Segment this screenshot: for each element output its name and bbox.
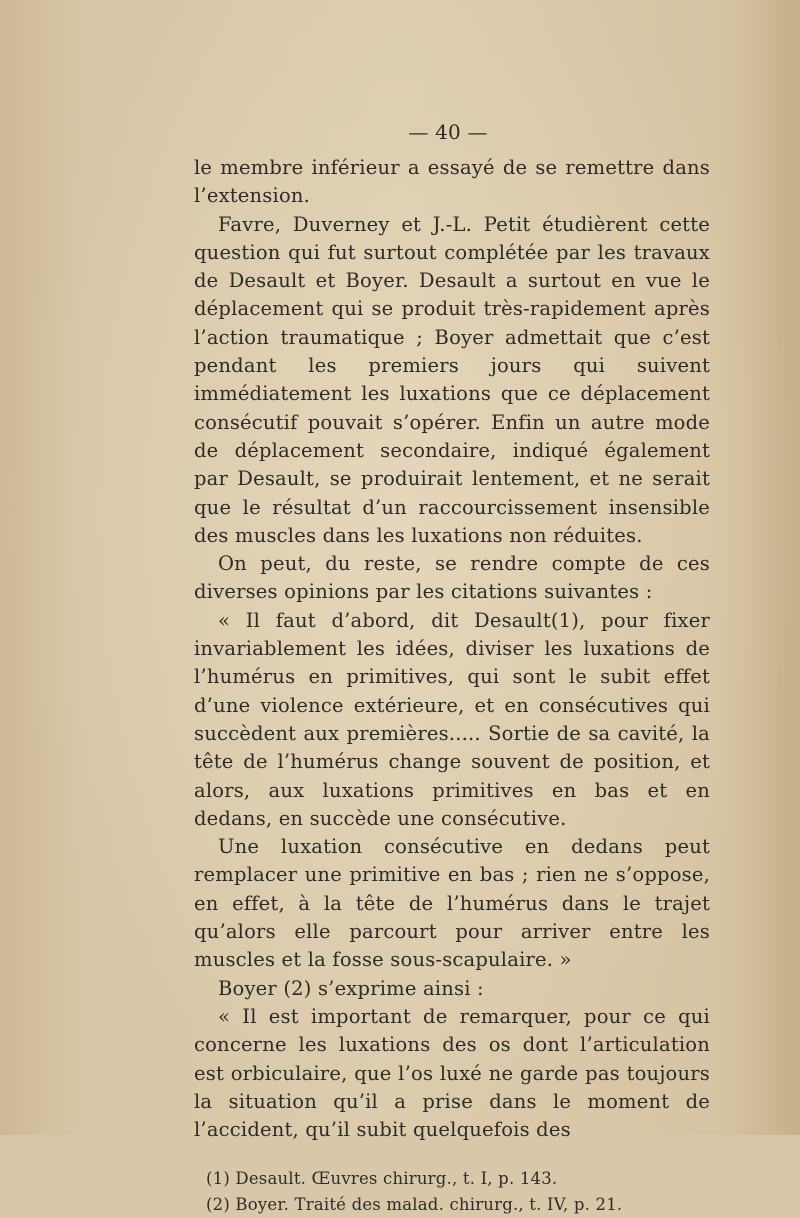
paragraph-3: On peut, du reste, se rendre compte de ces diverses opinions par les citations suivantes : (194, 552, 710, 604)
footnote-1: (1) Desault. Œuvres chirurg., t. I, p. 143. (206, 1169, 558, 1189)
footnote-2: (2) Boyer. Traité des malad. chirurg., t. IV, p. 21. (206, 1195, 623, 1215)
paragraph-4: « Il faut d’abord, dit Desault(1), pour fixer invariablement les idées, diviser les luxations de l’humérus en primitives, qui sont le subit effet d’une violence extérieure, et en consécutives qui succèdent aux premières..... Sortie de sa cavité, la tête de l’humérus change souvent de position, et alors, aux luxations primitives en bas et en dedans, en succède une consécutive. (194, 608, 710, 830)
paragraph-7: « Il est important de remarquer, pour ce qui concerne les luxations des os dont l’articulation est orbiculaire, que l’os luxé ne garde pas toujours la situation qu’il a prise dans le moment de l’accident, qu’il subit quelquefois des (194, 1004, 710, 1142)
paragraph-2: Favre, Duverney et J.-L. Petit étudièrent cette question qui fut surtout complétée par les travaux de Desault et Boyer. Desault a surtout en vue le déplacement qui se produit très-rapidement après l’action traumatique ; Boyer admettait que c’est pendant les premiers jours qui suivent immédiatement les luxations que ce déplacement consécutif pouvait s’opérer. Enfin un autre mode de déplacement secondaire, indiqué également par Desault, se produirait lentement, et ne serait que le résultat d’un raccourcissement insensible des muscles dans les luxations non réduites. (194, 212, 710, 547)
footnotes (194, 1166, 710, 1218)
text-block (194, 118, 710, 1218)
page-number: — 40 — (408, 120, 488, 144)
paragraph-5: Une luxation consécutive en dedans peut remplacer une primitive en bas ; rien ne s’oppose, en effet, à la tête de l’humérus dans le trajet qu’alors elle parcourt pour arriver entre les muscles et la fosse sous-scapulaire. » (194, 835, 710, 972)
paragraph-6: Boyer (2) s’exprime ainsi : (218, 976, 484, 1000)
paragraph-1: le membre inférieur a essayé de se remettre dans l’extension. (194, 156, 710, 208)
